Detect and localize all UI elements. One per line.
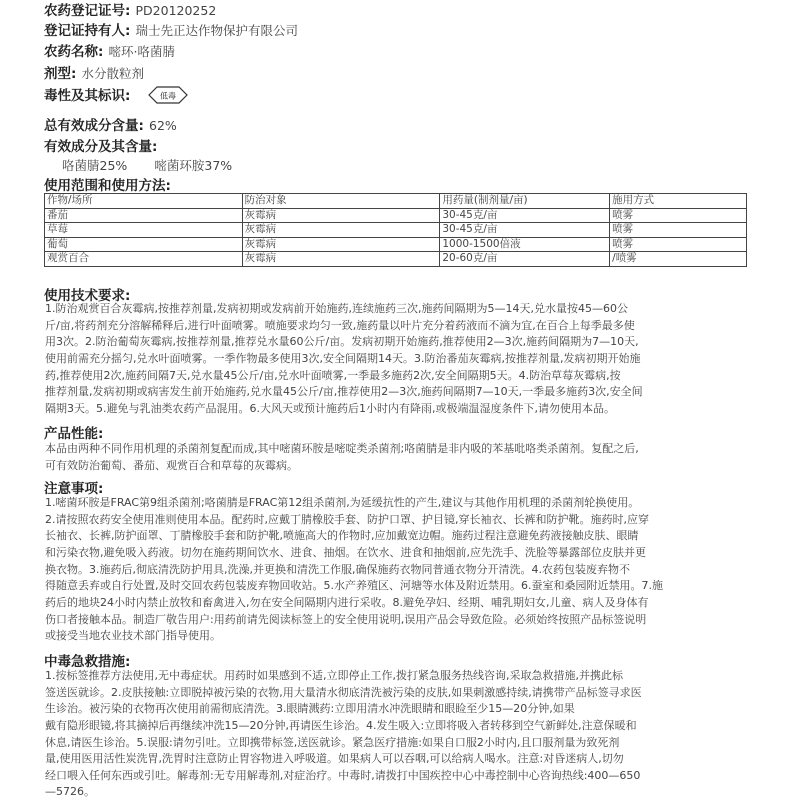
- table-header-row: [45, 194, 747, 209]
- first-aid-line: 生诊治。被污染的衣物再次使用前需彻底清洗。3.眼睛溅药:立即用清水冲洗眼睛和眼睑至少15—20分钟,如果: [45, 702, 575, 715]
- name-row: [44, 41, 175, 61]
- precaution-line: 长袖衣、长裤,防护面罩、丁腈橡胶手套和防护靴,喷施高大的作物时,应加戴宽边帽。施药过程注意避免药液接触皮肤、眼睛: [45, 529, 639, 542]
- table-row: [45, 223, 747, 238]
- table-cell: /喷雾: [610, 252, 747, 267]
- table-cell: 喷雾: [610, 237, 747, 252]
- table-cell: 番茄: [45, 208, 243, 223]
- precaution-line: 药后的地块24小时内禁止放牧和畜禽进入,勿在安全间隔期内进行采收。8.避免孕妇、经期、哺乳期妇女,儿童、病人及身体有: [45, 596, 649, 609]
- table-cell: 30-45克/亩: [440, 223, 610, 238]
- ingredients-label: 有效成分及其含量:: [44, 139, 158, 155]
- header-method: 施用方式: [610, 194, 747, 209]
- first-aid-line: —5726。: [45, 785, 95, 798]
- technique-line: 1.防治观赏百合灰霉病,按推荐剂量,发病初期或发病前开始施药,连续施药三次,施药间隔期为5—14天,兑水量按45—60公: [45, 302, 628, 315]
- first-aid-line: 戴有隐形眼镜,将其摘掉后再继续冲洗15—20分钟,再请医生诊治。4.发生吸入:立即将吸入者转移到空气新鲜处,注意保暖和: [45, 719, 637, 732]
- table-row: [45, 208, 747, 223]
- technique-line: 斤/亩,将药剂充分溶解稀释后,进行叶面喷雾。喷施要求均匀一致,施药量以叶片充分着药液而不滴为宜,在百合上每季最多使: [45, 319, 635, 332]
- table-cell: 葡萄: [45, 237, 243, 252]
- precaution-line: 伤口者接触本品。制造厂敬告用户:用药前请先阅读标签上的安全使用说明,误用产品会导致危险。必须始终按照产品标签说明: [45, 613, 647, 626]
- total-content-label: 总有效成分含量:: [44, 118, 144, 134]
- precautions-label: 注意事项:: [44, 481, 104, 497]
- usage-table: [44, 193, 747, 267]
- low-toxicity-badge-icon: [148, 86, 188, 104]
- technique-line: 隔期3天。5.避免与乳油类农药产品混用。6.大风天或预计施药后1小时内有降雨,或极端温湿度条件下,请勿使用本品。: [45, 402, 615, 415]
- technique-line: 使用前需充分摇匀,兑水叶面喷雾。一季作物最多使用3次,安全间隔期14天。3.防治番茄灰霉病,按推荐剂量,发病初期开始施: [45, 352, 641, 365]
- table-cell: 观赏百合: [45, 252, 243, 267]
- header-crop: 作物/场所: [45, 194, 243, 209]
- table-cell: 20-60克/亩: [440, 252, 610, 267]
- performance-heading: [44, 423, 103, 443]
- precaution-line: 或接受当地农业技术部门指导使用。: [45, 629, 221, 642]
- precaution-line: 1.嘧菌环胺是FRAC第9组杀菌剂;咯菌腈是FRAC第12组杀菌剂,为延缓抗性的产生,建议与其他作用机理的杀菌剂轮换使用。: [45, 496, 640, 509]
- total-content-row: [44, 115, 177, 135]
- formulation-value: 水分散粒剂: [81, 66, 145, 81]
- usage-heading: [44, 175, 171, 195]
- table-cell: 灰霉病: [242, 237, 440, 252]
- table-cell: 30-45克/亩: [440, 208, 610, 223]
- header-dosage: 用药量(制剂量/亩): [440, 194, 610, 209]
- first-aid-line: 签送医就诊。2.皮肤接触:立即脱掉被污染的衣物,用大量清水彻底清洗被污染的皮肤,如果刺激感持续,请携带产品标签寻求医: [45, 686, 642, 699]
- registration-label: 农药登记证号:: [44, 3, 131, 19]
- first-aid-line: 1.按标签推荐方法使用,无中毒症状。用药时如果感到不适,立即停止工作,拨打紧急服务热线咨询,采取急救措施,并携此标: [45, 669, 623, 682]
- toxicity-row: [44, 85, 130, 105]
- technique-label: 使用技术要求:: [44, 288, 131, 304]
- technique-line: 推荐剂量,发病初期或病害发生前开始施药,兑水量45公斤/亩,推荐使用2—3次,施药间隔期7—10天,一季最多施药3次,安全间: [45, 385, 643, 398]
- table-row: [45, 237, 747, 252]
- ingredients-list: [62, 155, 232, 175]
- performance-label: 产品性能:: [44, 426, 104, 442]
- usage-label: 使用范围和使用方法:: [44, 178, 171, 194]
- header-target: 防治对象: [242, 194, 440, 209]
- first-aid-line: 休息,请医生诊治。5.误服:请勿引吐。立即携带标签,送医就诊。紧急医疗措施:如果自口服2小时内,且口服剂量为致死剂: [45, 736, 620, 749]
- registration-value: PD20120252: [135, 3, 217, 18]
- table-cell: 灰霉病: [242, 252, 440, 267]
- ingredients-row: [44, 136, 157, 156]
- name-label: 农药名称:: [44, 44, 104, 60]
- table-row: [45, 252, 747, 267]
- formulation-label: 剂型:: [44, 66, 77, 82]
- performance-line: 可有效防治葡萄、番茄、观赏百合和草莓的灰霉病。: [45, 459, 298, 472]
- formulation-row: [44, 63, 144, 83]
- technique-line: 药,推荐使用2次,施药间隔7天,兑水量45公斤/亩,兑水叶面喷雾,一季最多施药2次,安全间隔期5天。4.防治草莓灰霉病,按: [45, 369, 621, 382]
- first-aid-label: 中毒急救措施:: [44, 654, 131, 670]
- precaution-line: 得随意丢弃或自行处置,及时交回农药包装废弃物回收站。5.水产养殖区、河塘等水体及附近禁用。6.蚕室和桑园附近禁用。7.施: [45, 579, 663, 592]
- performance-line: 本品由两种不同作用机理的杀菌剂复配而成,其中嘧菌环胺是嘧啶类杀菌剂;咯菌腈是非内吸的苯基吡咯类杀菌剂。复配之后,: [45, 442, 639, 455]
- precaution-line: 和污染衣物,避免吸入药液。切勿在施药期间饮水、进食、抽烟。在饮水、进食和抽烟前,应先洗手、洗脸等暴露部位皮肤并更: [45, 546, 646, 559]
- first-aid-line: 经口喂入任何东西或引吐。解毒剂:无专用解毒剂,对症治疗。中毒时,请拨打中国疾控中心中毒控制中心咨询热线:400—650: [45, 769, 641, 782]
- badge-text: 低毒: [160, 91, 176, 101]
- name-value: 嘧环·咯菌腈: [108, 44, 175, 59]
- registration-row: [44, 0, 216, 20]
- table-cell: 草莓: [45, 223, 243, 238]
- technique-line: 用3次。2.防治葡萄灰霉病,按推荐剂量,推荐兑水量60公斤/亩。发病初期开始施药,推荐使用2—3次,施药间隔期为7—10天,: [45, 335, 639, 348]
- table-cell: 1000-1500倍液: [440, 237, 610, 252]
- precaution-line: 换衣物。3.施药后,彻底清洗防护用具,洗澡,并更换和清洗工作服,确保施药衣物同普通衣物分开清洗。4.农药包装废弃物不: [45, 563, 630, 576]
- table-cell: 喷雾: [610, 223, 747, 238]
- holder-label: 登记证持有人:: [44, 23, 131, 39]
- table-cell: 灰霉病: [242, 223, 440, 238]
- toxicity-label: 毒性及其标识:: [44, 88, 131, 104]
- table-cell: 喷雾: [610, 208, 747, 223]
- precaution-line: 2.请按照农药安全使用准则使用本品。配药时,应戴丁腈橡胶手套、防护口罩、护目镜,穿长袖衣、长裤和防护靴。施药时,应穿: [45, 513, 649, 526]
- ingredient-item: 咯菌腈25%: [62, 158, 128, 173]
- holder-value: 瑞士先正达作物保护有限公司: [135, 23, 299, 38]
- total-content-value: 62%: [149, 118, 177, 133]
- table-cell: 灰霉病: [242, 208, 440, 223]
- ingredient-item: 嘧菌环胺37%: [154, 158, 233, 173]
- holder-row: [44, 20, 298, 40]
- first-aid-line: 量,使用医用活性炭洗胃,洗胃时注意防止胃容物进入呼吸道。如果病人可以吞咽,可以给病人喝水。注意:对昏迷病人,切勿: [45, 752, 624, 765]
